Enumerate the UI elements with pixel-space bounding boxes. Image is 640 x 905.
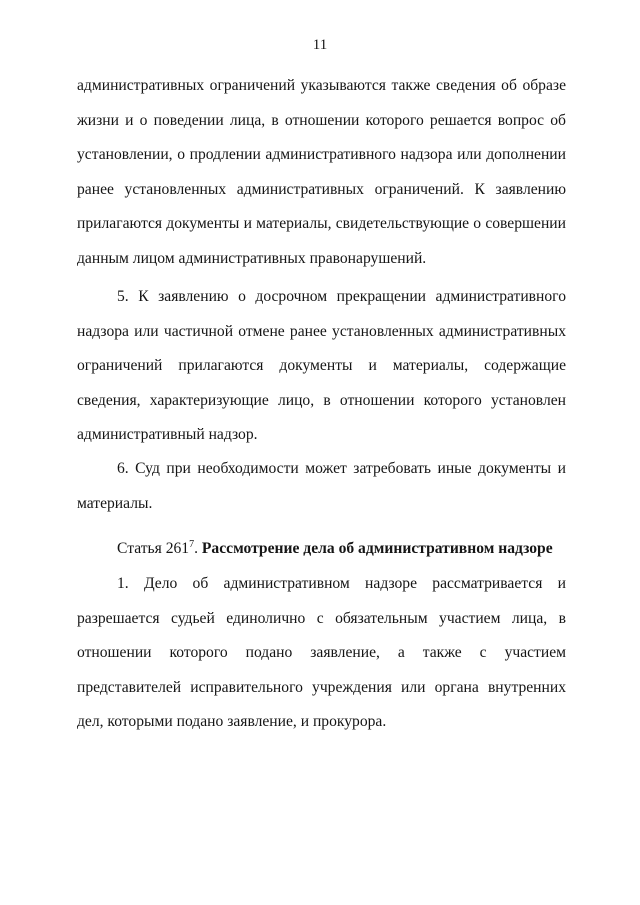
paragraph-continued <box>77 69 566 276</box>
article-title: Рассмотрение дела об административном надзоре <box>201 540 553 557</box>
article-paragraph-1-text: 1. Дело об административном надзоре рассматривается и разрешается судьей единолично с обязательным участием лица, в отношении которого подано заявление, а также с участием представителей исправительного учреждения или органа внутренних дел, которыми подано заявление, и прокурора. <box>77 575 566 730</box>
paragraph-6-text: 6. Суд при необходимости может затребовать иные документы и материалы. <box>77 460 566 512</box>
article-heading: Статья $261^7$. Рассмотрение дела об административном надзоре <box>117 539 553 557</box>
article-prefix: Статья 261 <box>117 540 190 557</box>
paragraph-6 <box>77 452 566 521</box>
paragraph-5-text: 5. К заявлению о досрочном прекращении административного надзора или частичной отмене ранее установленных административных ограничений прилагаются документы и материалы, содержащие сведения, характеризующие лицо, в отношении которого установлен административный надзор. <box>77 288 566 443</box>
article-paragraph-1 <box>77 567 566 740</box>
paragraph-continued-text: административных ограничений указываются также сведения об образе жизни и о поведении лица, в отношении которого решается вопрос об установлении, о продлении административного надзора или дополнении ранее установленных административных ограничений. К заявлению прилагаются документы и материалы, свидетельствующие о совершении данным лицом административных правонарушений. <box>77 77 566 267</box>
paragraph-5 <box>77 280 566 453</box>
article-superscript: 7 <box>189 539 195 550</box>
page-number: 11 <box>312 37 328 53</box>
